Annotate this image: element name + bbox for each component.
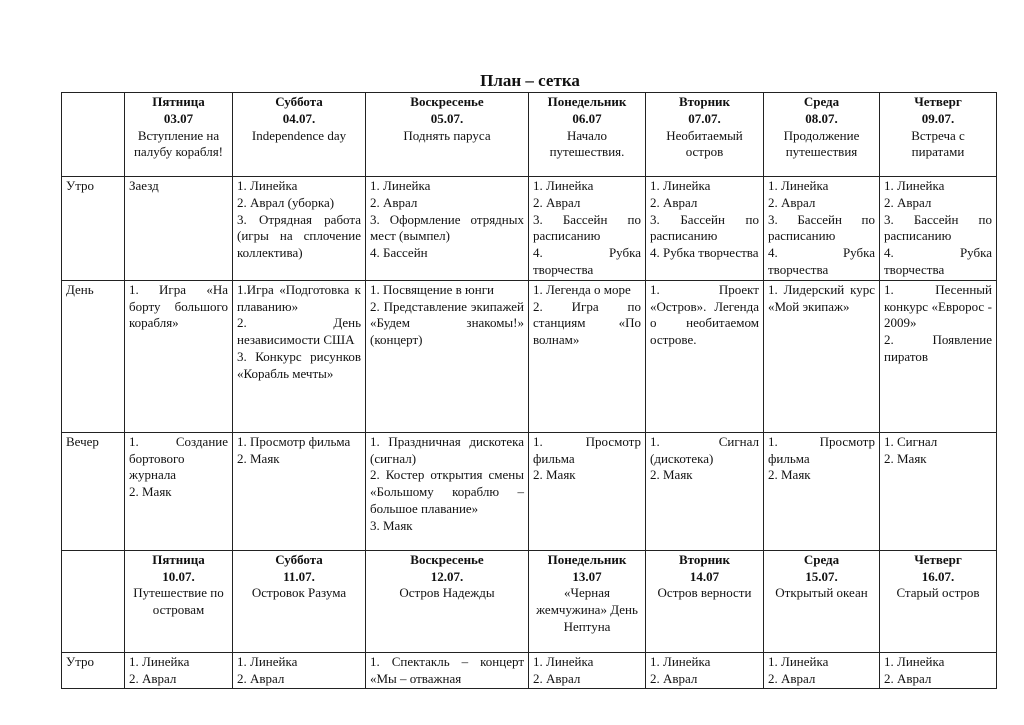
schedule-cell <box>366 280 529 432</box>
activity-line: 1. Игра «На борту большого корабля» <box>129 281 228 331</box>
activity-line: 4. Рубка творчества <box>650 245 759 261</box>
day-theme: Начало путешествия. <box>549 127 625 160</box>
schedule-cell <box>125 177 233 281</box>
day-name: Суббота <box>275 551 323 567</box>
activity-line: 1. Линейка <box>370 178 431 193</box>
schedule-cell <box>125 280 233 432</box>
schedule-cell <box>646 280 764 432</box>
row-label: Утро <box>62 652 125 689</box>
day-theme: «Черная жемчужина» День Нептуна <box>536 585 638 634</box>
day-header <box>646 550 764 652</box>
week2-morning-row <box>62 652 997 689</box>
activity-line: 4. Рубка творчества <box>533 245 641 277</box>
activity-line: 3. Отрядная работа (игры на сплочение коллектива) <box>237 211 361 261</box>
activity-line: 1. Лидерский курс «Мой экипаж» <box>768 281 875 314</box>
activity-line: 1. Песенный конкурс «Евророс - 2009» <box>884 281 992 331</box>
schedule-cell <box>880 652 997 689</box>
schedule-cell <box>366 177 529 281</box>
activity-line: 1. Просмотр фильма <box>768 433 875 466</box>
day-date: 14.07 <box>689 568 720 584</box>
day-name: Четверг <box>914 551 962 567</box>
day-date: 13.07 <box>572 568 602 584</box>
activity-line: 3. Бассейн по расписанию <box>650 211 759 244</box>
day-name: Суббота <box>275 94 323 109</box>
schedule-table <box>61 92 997 689</box>
activity-line: 1. Линейка <box>533 653 594 669</box>
day-theme: Необитаемый остров <box>666 127 743 160</box>
activity-line: 2. Игра по станциям «По волнам» <box>533 298 641 348</box>
activity-line: 4. Рубка творчества <box>884 245 992 277</box>
activity-line: 1. Линейка <box>650 178 711 193</box>
schedule-cell <box>233 177 366 281</box>
activity-line: 2. Аврал <box>370 194 418 210</box>
day-header <box>880 93 997 177</box>
day-header <box>529 93 646 177</box>
day-date: 11.07. <box>283 568 315 584</box>
activity-line: 1. Легенда о море <box>533 281 631 297</box>
schedule-cell <box>233 432 366 550</box>
activity-line: 2. Маяк <box>884 450 927 466</box>
day-date: 06.07 <box>572 110 602 126</box>
schedule-cell <box>366 652 529 689</box>
activity-line: 1. Создание бортового журнала <box>129 433 228 483</box>
schedule-cell <box>646 652 764 689</box>
activity-line: 4. Рубка творчества <box>768 245 875 277</box>
schedule-cell <box>529 280 646 432</box>
activity-line: 3. Конкурс рисунков «Корабль мечты» <box>237 348 361 381</box>
activity-line: 2. Представление экипажей «Будем знакомы!» (концерт) <box>370 298 524 348</box>
day-theme: Остров Надежды <box>399 585 495 601</box>
schedule-cell <box>880 177 997 281</box>
day-date: 04.07. <box>282 110 316 126</box>
day-name: Среда <box>803 551 840 567</box>
day-date: 03.07 <box>163 110 194 126</box>
activity-line: 1. Просмотр фильма <box>237 433 351 449</box>
activity-line: 2. Аврал <box>650 670 698 686</box>
activity-line: 1. Линейка <box>533 178 594 193</box>
schedule-cell <box>529 652 646 689</box>
day-theme: Старый остров <box>896 585 980 601</box>
schedule-cell <box>125 652 233 689</box>
day-header <box>880 550 997 652</box>
activity-line: 1.Игра «Подготовка к плаванию» <box>237 281 361 314</box>
day-date: 10.07. <box>162 568 195 584</box>
activity-line: 2. Аврал <box>533 194 581 210</box>
day-name: Вторник <box>678 94 731 109</box>
day-name: Среда <box>803 94 840 109</box>
day-theme: Островок Разума <box>251 585 347 601</box>
day-theme: Путешествие по островам <box>133 585 224 618</box>
day-date: 15.07. <box>805 568 838 584</box>
day-theme: Открытый океан <box>775 585 868 601</box>
week1-day-row <box>62 280 997 432</box>
activity-line: 1. Спектакль – концерт «Мы – отважная <box>370 653 524 686</box>
page-title: План – сетка <box>480 71 580 90</box>
schedule-cell <box>646 177 764 281</box>
activity-line: Заезд <box>129 178 159 193</box>
day-theme: Встреча с пиратами <box>911 127 965 160</box>
day-date: 12.07. <box>430 568 464 584</box>
activity-line: 1. Линейка <box>884 653 945 669</box>
day-header <box>764 93 880 177</box>
day-header <box>646 93 764 177</box>
activity-line: 1. Праздничная дискотека (сигнал) <box>370 433 524 466</box>
schedule-cell <box>880 280 997 432</box>
activity-line: 1. Сигнал <box>884 433 938 449</box>
activity-line: 1. Линейка <box>650 653 711 669</box>
day-header <box>366 550 529 652</box>
activity-line: 1. Линейка <box>129 653 190 669</box>
activity-line: 2. Аврал <box>768 194 816 210</box>
activity-line: 1. Посвящение в юнги <box>370 281 494 297</box>
day-name: Пятница <box>152 551 205 567</box>
day-header <box>529 550 646 652</box>
day-name: Воскресенье <box>410 551 484 567</box>
day-date: 05.07. <box>430 110 464 126</box>
activity-line: 2. Костер открытия смены «Большому кораблю – большое плавание» <box>370 467 524 516</box>
activity-line: 2. Маяк <box>768 467 811 483</box>
week1-morning-row <box>62 177 997 281</box>
activity-line: 2. День независимости США <box>237 315 361 348</box>
schedule-body <box>62 93 997 689</box>
day-name: Воскресенье <box>410 94 484 109</box>
schedule-cell <box>366 432 529 550</box>
row-label: День <box>62 280 125 432</box>
schedule-cell <box>233 280 366 432</box>
schedule-cell <box>764 177 880 281</box>
day-theme: Поднять паруса <box>403 127 491 143</box>
row-label: Утро <box>62 177 125 281</box>
week1-evening-row <box>62 432 997 550</box>
week2-header-row <box>62 550 997 652</box>
activity-line: 4. Бассейн <box>370 245 428 261</box>
day-name: Пятница <box>152 94 205 109</box>
activity-line: 1. Линейка <box>237 178 298 193</box>
activity-line: 2. Аврал <box>650 194 698 210</box>
day-name: Понедельник <box>547 94 627 109</box>
activity-line: 2. Аврал <box>129 670 177 686</box>
activity-line: 1. Линейка <box>884 178 945 193</box>
activity-line: 3. Бассейн по расписанию <box>533 211 641 244</box>
day-theme: Остров верности <box>657 585 752 601</box>
day-header <box>233 93 366 177</box>
day-date: 08.07. <box>805 110 838 126</box>
activity-line: 2. Маяк <box>533 467 576 483</box>
activity-line: 2. Аврал <box>884 670 932 686</box>
schedule-cell <box>529 177 646 281</box>
day-theme: Вступление на палубу корабля! <box>133 127 224 160</box>
activity-line: 1. Линейка <box>237 653 298 669</box>
activity-line: 3. Бассейн по расписанию <box>884 211 992 244</box>
activity-line: 2. Аврал (уборка) <box>237 194 335 210</box>
day-header <box>125 93 233 177</box>
activity-line: 1. Проект «Остров». Легенда о необитаемом острове. <box>650 281 759 348</box>
day-header <box>233 550 366 652</box>
header-corner-cell <box>62 93 125 177</box>
activity-line: 2. Аврал <box>768 670 816 686</box>
week1-header-row <box>62 93 997 177</box>
schedule-cell <box>646 432 764 550</box>
day-header <box>366 93 529 177</box>
day-date: 16.07. <box>921 568 955 584</box>
activity-line: 3. Маяк <box>370 517 413 533</box>
activity-line: 3. Бассейн по расписанию <box>768 211 875 244</box>
activity-line: 1. Линейка <box>768 653 829 669</box>
activity-line: 2. Аврал <box>533 670 581 686</box>
schedule-cell <box>880 432 997 550</box>
activity-line: 1. Линейка <box>768 178 829 193</box>
day-header <box>764 550 880 652</box>
schedule-cell <box>233 652 366 689</box>
activity-line: 2. Маяк <box>237 450 280 466</box>
activity-line: 3. Оформление отрядных мест (вымпел) <box>370 211 524 244</box>
day-name: Вторник <box>678 551 731 567</box>
activity-line: 2. Маяк <box>650 467 693 483</box>
day-name: Понедельник <box>547 551 627 567</box>
day-date: 09.07. <box>921 110 955 126</box>
activity-line: 1. Сигнал (дискотека) <box>650 433 759 466</box>
row-label: Вечер <box>62 432 125 550</box>
day-name: Четверг <box>914 94 962 109</box>
day-header <box>125 550 233 652</box>
activity-line: 2. Маяк <box>129 484 172 500</box>
schedule-cell <box>764 432 880 550</box>
activity-line: 2. Появление пиратов <box>884 332 992 364</box>
activity-line: 2. Аврал <box>884 194 932 210</box>
activity-line: 2. Аврал <box>237 670 285 686</box>
header-corner-cell <box>62 550 125 652</box>
day-theme: Продолжение путешествия <box>783 127 860 160</box>
day-theme: Independence day <box>251 127 347 143</box>
schedule-cell <box>764 280 880 432</box>
activity-line: 1. Просмотр фильма <box>533 433 641 466</box>
schedule-cell <box>125 432 233 550</box>
schedule-cell <box>764 652 880 689</box>
day-date: 07.07. <box>688 110 721 126</box>
schedule-cell <box>529 432 646 550</box>
